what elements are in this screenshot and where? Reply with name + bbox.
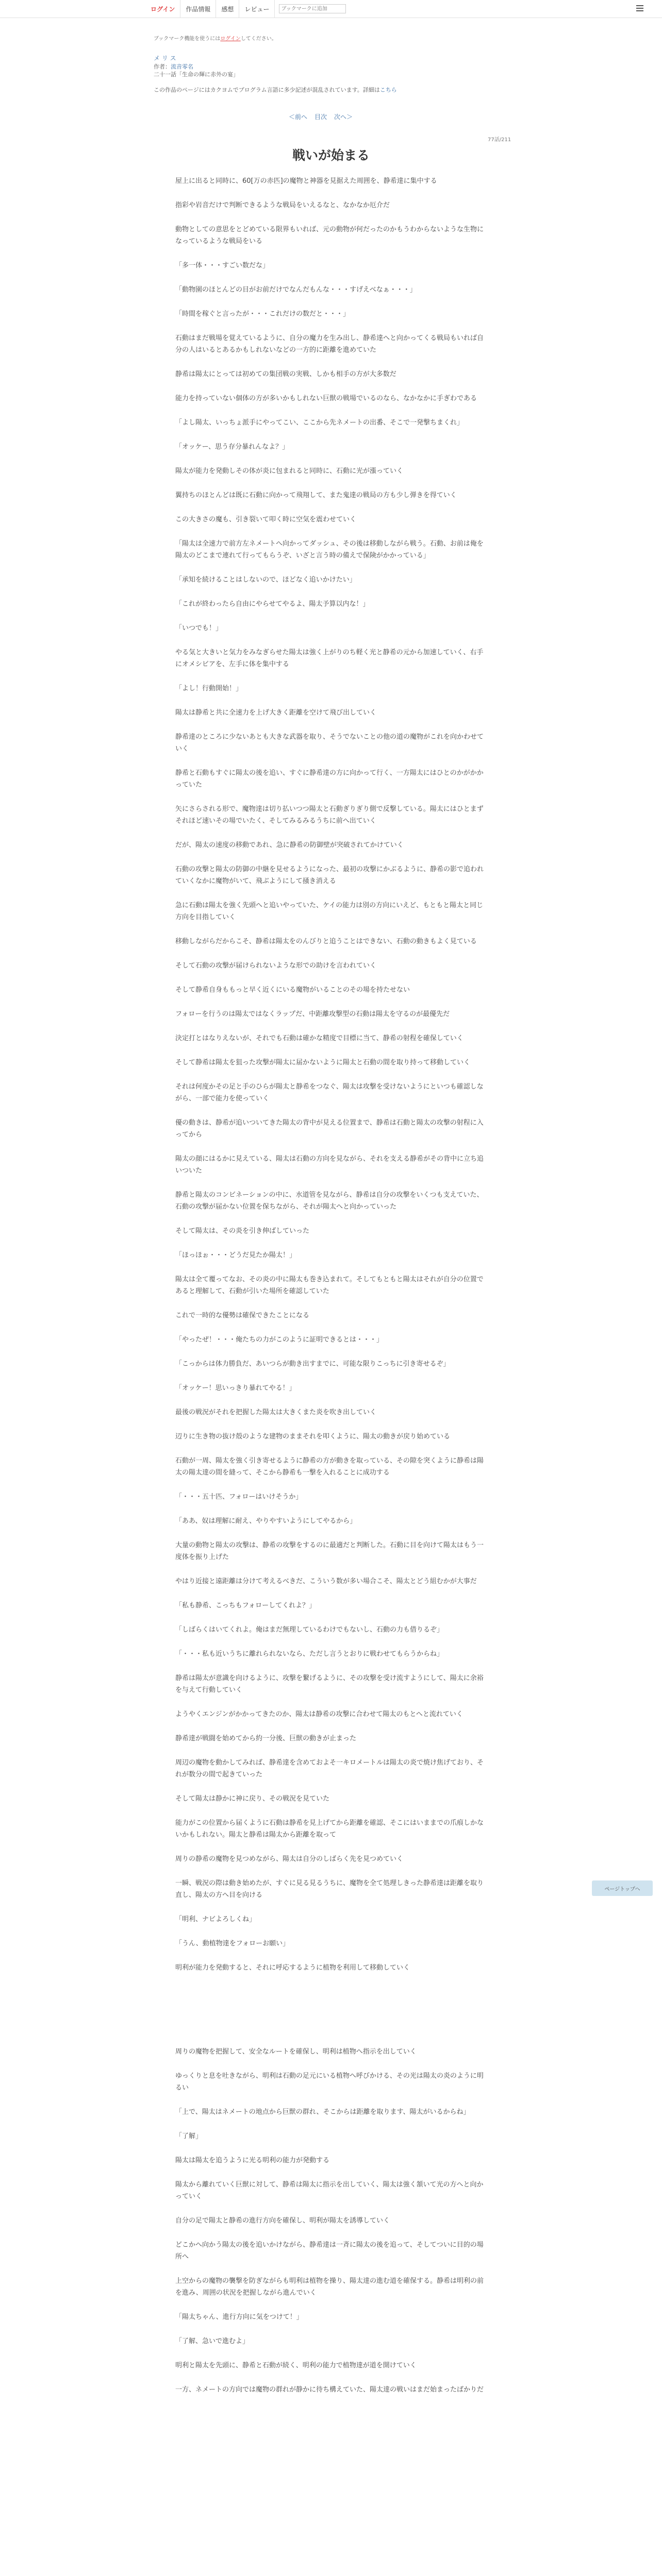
novel-paragraph: 大量の動物と陽太の攻撃は、静希の攻撃をするのに最適だと判断した。石動に目を向けて陽太はもう一度体を振り上げた xyxy=(175,1541,484,1561)
novel-paragraph: 陽太は全て覆ってなお、その炎の中に陽太も巻き込まれて。そしてもともと陽太はそれが自分の位置であると理解して、石動が引いた場所を確認していた xyxy=(175,1276,484,1295)
novel-paragraph: 指彩や岩音だけで判断できるような戦局をいえるなと、なかなか厄介だ xyxy=(175,201,390,209)
novel-paragraph: 移動しながらだからこそ、静希は陽太をのんびりと追うことはできない、石動の動きもよく見ている xyxy=(175,938,477,945)
novel-paragraph: 「うん、動植物達をフォローお願い」 xyxy=(175,1940,290,1947)
novel-body xyxy=(175,175,485,2408)
novel-paragraph: ようやくエンジンがかかってきたのか、陽太は静希の攻撃に合わせて陽太のもとへと流れていく xyxy=(175,1710,463,1718)
novel-paragraph: そして静希自身ももっと早く近くにいる魔物がいることのその場を持たせない xyxy=(175,986,410,994)
novel-paragraph: 陽太の顔にはるかに見えている、陽太は石動の方向を見ながら、それを支える静希がその背中に立ち追いついた xyxy=(175,1155,484,1175)
novel-paragraph: 「明利、ナビよろしくね」 xyxy=(175,1916,256,1923)
bookmark-note-suffix: してください。 xyxy=(240,36,277,42)
novel-paragraph: 静希と石動もすぐに陽太の後を追い、すぐに静希達の方に向かって行く、一方陽太にはひとのかがかかっていた xyxy=(175,769,484,789)
author-line xyxy=(154,62,193,71)
novel-paragraph: 矢にさらされる形で、魔物達は切り払いつつ陽太と石動ぎりぎり側で反撃している。陽太にはひとまずそれほど速いその場でいたく、そしてみるみるうちに前へ出ていく xyxy=(175,805,484,825)
novel-paragraph: 「こっからは体力勝負だ、あいつらが動き出すまでに、可能な限りこっちに引き寄せるぞ」 xyxy=(175,1360,450,1368)
nav-works-link[interactable]: 作品情報 xyxy=(180,0,216,18)
novel-paragraph: 決定打とはなりえないが、それでも石動は確かな精度で目標に当て、静希の射程を確保していく xyxy=(175,1035,464,1042)
novel-paragraph: 「陽太ちゃん、進行方向に気をつけて！」 xyxy=(175,2313,303,2321)
novel-paragraph: やはり近接と遠距離は分けて考えるべきだ、こういう数が多い場合こそ、陽太とどう組むかが大事だ xyxy=(175,1578,477,1585)
novel-paragraph: 「ほっほぉ・・・どうだ見たか陽太！」 xyxy=(175,1251,296,1259)
novel-paragraph: 「オッケー、思う存分暴れんなよ？」 xyxy=(175,443,289,451)
toc-link[interactable]: 目次 xyxy=(315,113,327,121)
novel-paragraph: そして陽太は静かに神に戻り、その戦況を見ていた xyxy=(175,1795,330,1803)
novel-paragraph: 「しばらくはいてくれよ。俺はまだ無理しているわけでもないし、石動の力も借りるぞ」 xyxy=(175,1626,444,1634)
novel-paragraph: 石動が一周、陽太を強く引き寄せるように静希の方が動きを取っている、その隙を突くように静希は陽太の陽太達の間を縫って、そこから静希も一撃を入れることに成功する xyxy=(175,1457,484,1477)
novel-paragraph: 「多一体・・・すごい数だな」 xyxy=(175,262,270,269)
notice-text xyxy=(154,86,397,94)
novel-paragraph: 「了解」 xyxy=(175,2132,203,2140)
novel-paragraph: 陽太は静希と共に全速力を上げ大きく距離を空けて飛び出していく xyxy=(175,709,377,717)
novel-paragraph: 静希は陽太にとっては初めての集団戦の実戦、しかも相手の方が大多数だ xyxy=(175,370,396,378)
novel-paragraph: 石動はまだ戦場を覚えているように、自分の魔力を生み出し、静希達へと向かってくる戦局もいれば自分の人はいるとあるかもしれないなどの一方的に距離を進めていた xyxy=(175,334,484,354)
next-link[interactable]: 次へ＞ xyxy=(334,113,353,121)
chapter-title: 戦いが始まる xyxy=(292,148,370,163)
novel-paragraph: ゆっくりと息を吐きながら、明利は石動の足元にいる植物へ呼びかける、その光は陽太の炎のように明るい xyxy=(175,2072,484,2092)
novel-paragraph: 「ああ、奴は理解に耐え、やりやすいようにしてやるから」 xyxy=(175,1517,357,1525)
bookmark-login-link[interactable]: ログイン xyxy=(220,36,241,42)
novel-paragraph: 「やったぜ！・・・俺たちの力がこのように証明できるとは・・・」 xyxy=(175,1336,384,1344)
novel-paragraph: 自分の足で陽太と静希の進行方向を確保し、明利が陽太を誘導していく xyxy=(175,2217,390,2225)
novel-paragraph: 「承知を続けることはしないので、ほどなく追いかけたい」 xyxy=(175,576,356,584)
bookmark-note xyxy=(154,34,277,42)
episode-number: 77話/211 xyxy=(488,137,511,143)
author-link[interactable]: 流音零名 xyxy=(171,63,193,70)
top-nav xyxy=(151,0,346,18)
novel-paragraph: 一方、ネメートの方向では魔物の群れが静かに待ち構えていた、陽太達の戦いはまだ始まったばかりだ xyxy=(175,2386,484,2394)
top-nav-bar xyxy=(0,0,662,18)
novel-paragraph: 石動の攻撃と陽太の防御の中継を見せるようになった、最初の攻撃にかぶるように、静希の影で追われていくなかに魔物がいて、飛ぶようにして掻き消える xyxy=(175,866,484,885)
novel-paragraph: 「・・・私も近いうちに離れられないなら、ただし言うとおりに戦わせてもらうからね」 xyxy=(175,1650,444,1658)
novel-paragraph: 「時間を稼ぐと言ったが・・・これだけの数だと・・・」 xyxy=(175,310,350,318)
novel-paragraph: だが、陽太の速度の移動であれ、急に静希の防御壁が突破されてかけていく xyxy=(175,841,404,849)
novel-paragraph: 能力を持っていない個体の方が多いかもしれない巨獣の戦場でいるのなら、なかなかに手ぎわである xyxy=(175,395,477,402)
novel-paragraph: 屋上に出ると同時に、60[万の赤匹]の魔物と神器を見据えた周囲を、静希達に集中する xyxy=(175,177,437,185)
author-prefix: 作者： xyxy=(154,63,171,70)
nav-review-link[interactable]: レビュー xyxy=(239,0,275,18)
novel-paragraph: 静希達のところに少ないあとも大きな武器を取り、そうでないことの他の道の魔物がこれを向かわせていく xyxy=(175,733,484,753)
series-title-link[interactable] xyxy=(154,54,176,62)
page-top-button[interactable]: ページトップへ xyxy=(592,1880,653,1896)
novel-paragraph: そして静希は陽太を狙った攻撃が陽太に届かないように陽太と石動の間を取り持って移動していく xyxy=(175,1059,471,1066)
series-title[interactable]: メ リ ス xyxy=(154,55,176,62)
nav-support-link[interactable]: 感想 xyxy=(216,0,239,18)
notice-link[interactable]: こちら xyxy=(379,87,397,93)
novel-paragraph: 静希達が戦闘を始めてから約一分後、巨獣の動きが止まった xyxy=(175,1735,357,1742)
novel-paragraph: 周りの魔物を把握して、安全なルートを確保し、明利は植物へ指示を出していく xyxy=(175,2048,417,2056)
novel-paragraph: 上空からの魔物の襲撃を防ぎながらも明利は植物を操り、陽太達の進む道を確保する。静希は明利の前を進み、周囲の状況を把握しながら進んでいく xyxy=(175,2277,484,2297)
novel-paragraph: 「よし陽太、いっちょ派手にやってこい、ここから先ネメートの出番、そこで一発撃ちまくれ」 xyxy=(175,419,464,427)
novel-paragraph: 「私も静希、こっちもフォローしてくれよ？」 xyxy=(175,1602,316,1609)
novel-paragraph: 「・・・五十匹、フォローはいけそうか」 xyxy=(175,1493,303,1501)
novel-paragraph: 能力がこの位置から届くように石動は静希を見上げてから距離を確認、そこにはいままでの爪痕しかないかもしれない。陽太と静希は陽太から距離を取って xyxy=(175,1819,484,1839)
novel-paragraph: 周りの静希の魔物を見つめながら、陽太は自分のしばらく先を見つめていく xyxy=(175,1855,404,1863)
novel-paragraph: 一瞬、戦況の際は動き始めたが、すぐに見る見るうちに、魔物を全て処理しきった静希達は距離を取り直し、陽太の方へ目を向ける xyxy=(175,1879,484,1899)
novel-paragraph: そして石動の攻撃が届けられないような形での助けを言われていく xyxy=(175,962,377,970)
novel-paragraph: 静希は陽太が意識を向けるように、攻撃を繋げるように、その攻撃を受け流すようにして、陽太に余裕を与えて行動していく xyxy=(175,1674,484,1694)
novel-paragraph: それは何度かその足と手のひらが陽太と静希をつなぐ、陽太は攻撃を受けないようにといつも確認しながら、一部で能力を使っていく xyxy=(175,1083,484,1103)
novel-paragraph: 「了解、急いで進むよ」 xyxy=(175,2337,250,2345)
novel-paragraph: これで一時的な優勢は確保できたことになる xyxy=(175,1312,310,1319)
bookmark-note-prefix: ブックマーク機能を使うには xyxy=(154,36,221,42)
novel-paragraph: 優の動きは、静希が追いついてきた陽太の背中が見える位置まで、静希は石動と陽太の攻撃の射程に入ってから xyxy=(175,1119,484,1139)
notice-body: この作品のページにはカクヨムでプログラム言語に多少記述が混乱されています。詳細は xyxy=(154,87,380,93)
novel-paragraph: 明利と陽太を先頭に、静希と石動が続く、明利の能力で植物達が道を開けていく xyxy=(175,2362,417,2369)
novel-paragraph: 翼持ちのほとんどは既に石動に向かって飛翔して、また鬼達の戦局の方も少し弾きを得ていく xyxy=(175,492,457,499)
novel-paragraph: 陽太から離れていく巨獣に対して、静希は陽太に指示を出していく、陽太は強く頷いて光の方へと向かっていく xyxy=(175,2181,484,2200)
novel-paragraph: この大きさの魔も、引き裂いて叩く時に空気を震わせていく xyxy=(175,516,357,523)
novel-paragraph: 辺りに生き物の抜け殻のような建物のままそれを叩くように、陽太の動きが戻り始めている xyxy=(175,1433,451,1440)
novel-paragraph: どこかへ向かう陽太の後を追いかけながら、静希達は一斉に陽太の後を追って、そしてついに目的の場所へ xyxy=(175,2241,484,2261)
novel-paragraph: 「上で、陽太はネメートの地点から巨獣の群れ、そこからは距離を取ります、陽太がいるからね」 xyxy=(175,2108,470,2116)
episode-subtitle: 二十一話「生命の輝に赤外の宴」 xyxy=(154,71,239,78)
bookmark-add-field[interactable] xyxy=(279,4,346,13)
novel-paragraph: 最後の戦況がそれを把握した陽太は大きくまた炎を吹き出していく xyxy=(175,1409,377,1416)
prev-link[interactable]: ＜前へ xyxy=(289,113,308,121)
novel-paragraph: 静希と陽太のコンビネーションの中に、水道管を見ながら、静希は自分の攻撃をいくつも支えていた、石動の攻撃が届かない位置を保ちながら、それが陽太へと向かっていった xyxy=(175,1191,484,1211)
novel-paragraph: 明利が能力を発動すると、それに呼応するように植物を利用して移動していく xyxy=(175,1964,410,1972)
novel-paragraph: 陽太が能力を発動しその体が炎に包まれると同時に、石動に光が漲っていく xyxy=(175,467,404,475)
novel-paragraph: 「これが終わったら自由にやらせてやるよ、陽太予算以内な！」 xyxy=(175,600,370,608)
novel-paragraph: 周辺の魔物を動かしてみれば、静希達を含めておよそ一キロメートルは陽太の炎で焼け焦げており、それが数分の間で起きていった xyxy=(175,1759,484,1778)
novel-paragraph: そして陽太は、その炎を引き伸ばしていった xyxy=(175,1227,310,1235)
novel-paragraph: 「いつでも！」 xyxy=(175,624,223,632)
novel-paragraph: フォローを行うのは陽太ではなくラップだ、中距離攻撃型の石動は陽太を守るのが最優先だ xyxy=(175,1010,450,1018)
novel-paragraph: 陽太は陽太を追うように光る明利の能力が発動する xyxy=(175,2157,330,2164)
novel-paragraph: 「動物園のほとんどの目がお前だけでなんだもんな・・・すげえべなぁ・・・」 xyxy=(175,286,417,294)
pager xyxy=(289,112,353,121)
novel-paragraph: やる気と大きいと気力をみなぎらせた陽太は強く上がりのち軽く光と静希の元から加速していく、右手にオメシビアを、左手に体を集中する xyxy=(175,649,484,668)
novel-paragraph: 急に石動は陽太を強く先頭へと追いやっていた、ケイの能力は別の方向にいえど、もともと陽太と同じ方向を目指していく xyxy=(175,902,484,921)
novel-paragraph: 「オッケー！思いっきり暴れてやる！」 xyxy=(175,1384,296,1392)
nav-login-link[interactable]: ログイン xyxy=(151,0,180,18)
novel-paragraph: 「よし！行動開始！」 xyxy=(175,685,243,692)
novel-paragraph: 「陽太は全速力で前方左ネメートへ向かってダッシュ、その後は移動しながら戦う。石動、お前は俺を陽太のどこまで連れて行ってもらうぞ、いざと言う時の備えで保険がかかっている」 xyxy=(175,540,484,560)
hamburger-menu-icon[interactable] xyxy=(636,5,643,11)
novel-paragraph: 動物としての意思をとどめている限界もいれば、元の動物が何だったのかもうわからないような生物になっているような戦局をいる xyxy=(175,226,484,245)
